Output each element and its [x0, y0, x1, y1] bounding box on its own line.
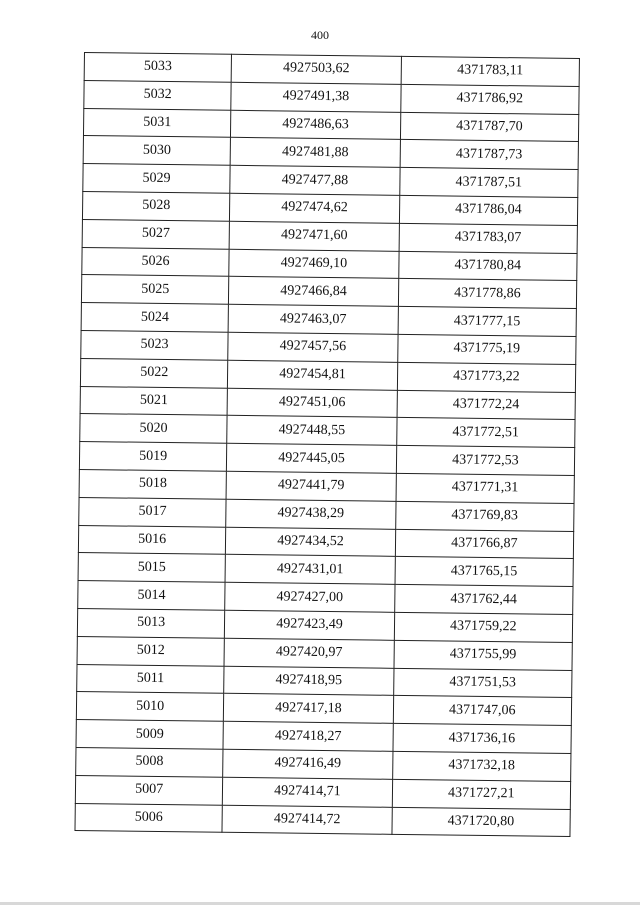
- coordinates-table: [74, 52, 579, 837]
- point-number-cell: 5010: [76, 692, 224, 722]
- point-number-cell: 5017: [79, 497, 227, 527]
- point-number-cell: 5027: [82, 219, 230, 249]
- point-number-cell: 5032: [84, 80, 232, 110]
- x-coordinate-cell: 4927451,06: [227, 388, 397, 418]
- x-coordinate-cell: 4927418,27: [223, 721, 393, 751]
- x-coordinate-cell: 4927414,71: [223, 777, 393, 807]
- x-coordinate-cell: 4927417,18: [224, 694, 394, 724]
- y-coordinate-cell: 4371772,24: [397, 390, 576, 420]
- point-number-cell: 5007: [75, 775, 223, 805]
- x-coordinate-cell: 4927471,60: [229, 221, 399, 251]
- point-number-cell: 5024: [81, 303, 229, 333]
- y-coordinate-cell: 4371727,21: [392, 779, 571, 809]
- x-coordinate-cell: 4927503,62: [231, 54, 401, 84]
- y-coordinate-cell: 4371736,16: [393, 723, 572, 753]
- x-coordinate-cell: 4927427,00: [225, 582, 395, 612]
- x-coordinate-cell: 4927441,79: [226, 471, 396, 501]
- point-number-cell: 5006: [75, 803, 223, 833]
- y-coordinate-cell: 4371777,15: [398, 307, 577, 337]
- y-coordinate-cell: 4371787,51: [399, 168, 578, 198]
- y-coordinate-cell: 4371787,70: [400, 112, 579, 142]
- y-coordinate-cell: 4371747,06: [393, 696, 572, 726]
- x-coordinate-cell: 4927445,05: [227, 443, 397, 473]
- x-coordinate-cell: 4927431,01: [225, 555, 395, 585]
- y-coordinate-cell: 4371780,84: [398, 251, 577, 281]
- x-coordinate-cell: 4927463,07: [228, 304, 398, 334]
- point-number-cell: 5023: [81, 330, 229, 360]
- point-number-cell: 5013: [77, 608, 225, 638]
- point-number-cell: 5008: [76, 747, 224, 777]
- x-coordinate-cell: 4927434,52: [226, 527, 396, 557]
- x-coordinate-cell: 4927486,63: [231, 110, 401, 140]
- x-coordinate-cell: 4927423,49: [225, 610, 395, 640]
- x-coordinate-cell: 4927466,84: [229, 277, 399, 307]
- x-coordinate-cell: 4927474,62: [230, 193, 400, 223]
- y-coordinate-cell: 4371766,87: [395, 529, 574, 559]
- point-number-cell: 5016: [78, 525, 226, 555]
- y-coordinate-cell: 4371786,04: [399, 195, 578, 225]
- point-number-cell: 5026: [82, 247, 230, 277]
- x-coordinate-cell: 4927416,49: [223, 749, 393, 779]
- y-coordinate-cell: 4371772,53: [396, 446, 575, 476]
- x-coordinate-cell: 4927420,97: [224, 638, 394, 668]
- point-number-cell: 5021: [80, 386, 228, 416]
- y-coordinate-cell: 4371783,07: [399, 223, 578, 253]
- y-coordinate-cell: 4371732,18: [392, 751, 571, 781]
- y-coordinate-cell: 4371769,83: [395, 501, 574, 531]
- point-number-cell: 5029: [83, 164, 231, 194]
- x-coordinate-cell: 4927454,81: [228, 360, 398, 390]
- point-number-cell: 5031: [83, 108, 231, 138]
- y-coordinate-cell: 4371773,22: [397, 362, 576, 392]
- y-coordinate-cell: 4371762,44: [394, 584, 573, 614]
- point-number-cell: 5019: [79, 442, 227, 472]
- point-number-cell: 5018: [79, 469, 227, 499]
- point-number-cell: 5011: [77, 664, 225, 694]
- point-number-cell: 5014: [78, 581, 226, 611]
- x-coordinate-cell: 4927491,38: [231, 82, 401, 112]
- point-number-cell: 5022: [80, 358, 228, 388]
- y-coordinate-cell: 4371759,22: [394, 612, 573, 642]
- x-coordinate-cell: 4927481,88: [230, 138, 400, 168]
- y-coordinate-cell: 4371786,92: [400, 84, 579, 114]
- y-coordinate-cell: 4371765,15: [395, 557, 574, 587]
- x-coordinate-cell: 4927469,10: [229, 249, 399, 279]
- x-coordinate-cell: 4927418,95: [224, 666, 394, 696]
- x-coordinate-cell: 4927457,56: [228, 332, 398, 362]
- x-coordinate-cell: 4927477,88: [230, 165, 400, 195]
- table-row: [75, 803, 570, 837]
- y-coordinate-cell: 4371771,31: [396, 473, 575, 503]
- point-number-cell: 5015: [78, 553, 226, 583]
- point-number-cell: 5009: [76, 720, 224, 750]
- point-number-cell: 5020: [80, 414, 228, 444]
- y-coordinate-cell: 4371787,73: [400, 140, 579, 170]
- y-coordinate-cell: 4371720,80: [392, 807, 571, 837]
- point-number-cell: 5025: [81, 275, 229, 305]
- x-coordinate-cell: 4927448,55: [227, 416, 397, 446]
- point-number-cell: 5033: [84, 53, 232, 83]
- y-coordinate-cell: 4371772,51: [396, 418, 575, 448]
- x-coordinate-cell: 4927414,72: [222, 805, 392, 835]
- page-number: 400: [311, 28, 329, 42]
- x-coordinate-cell: 4927438,29: [226, 499, 396, 529]
- y-coordinate-cell: 4371751,53: [393, 668, 572, 698]
- point-number-cell: 5030: [83, 136, 231, 166]
- y-coordinate-cell: 4371755,99: [394, 640, 573, 670]
- y-coordinate-cell: 4371783,11: [401, 56, 580, 86]
- y-coordinate-cell: 4371775,19: [397, 334, 576, 364]
- point-number-cell: 5028: [82, 191, 230, 221]
- coordinates-table-body: [75, 53, 579, 837]
- y-coordinate-cell: 4371778,86: [398, 279, 577, 309]
- point-number-cell: 5012: [77, 636, 225, 666]
